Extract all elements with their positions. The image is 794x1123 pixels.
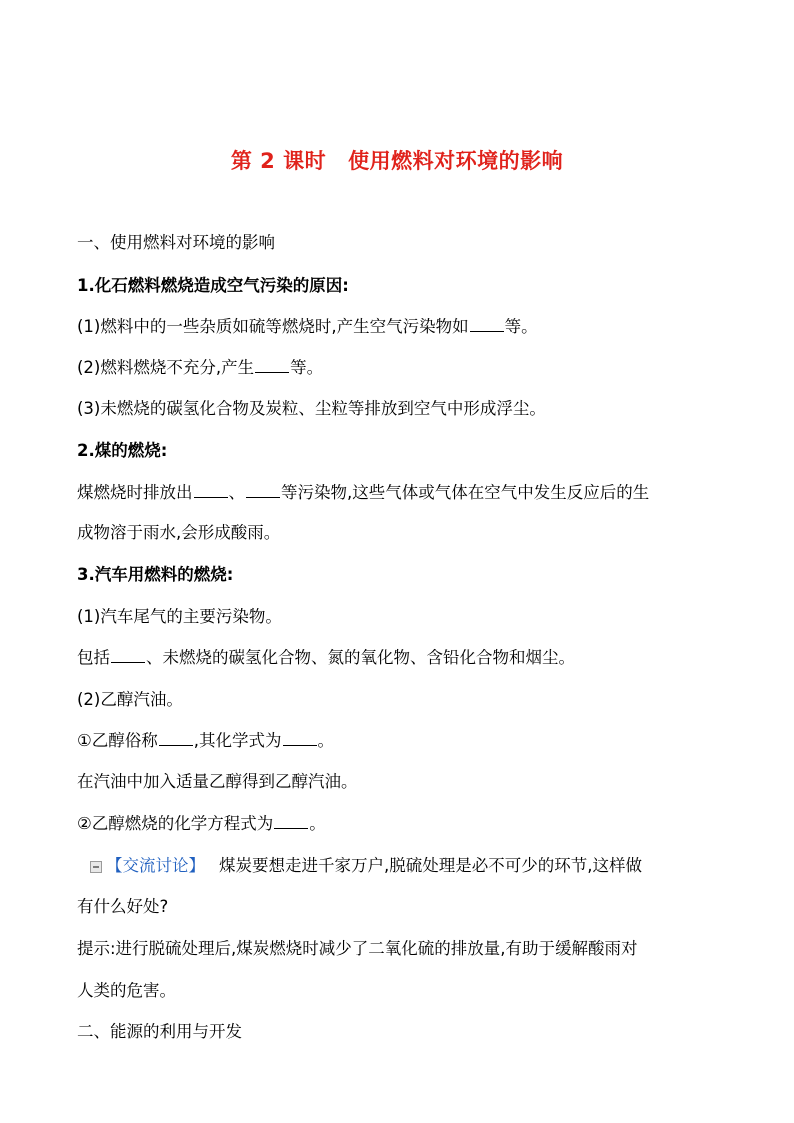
answer-blank[interactable]: [255, 358, 289, 373]
discussion-question-line1: 【交流讨论】 煤炭要想走进千家万户,脱硫处理是必不可少的环节,这样做: [90, 855, 740, 877]
discussion-hint-line1: 提示:进行脱硫处理后,煤炭燃烧时减少了二氧化硫的排放量,有助于缓解酸雨对: [77, 939, 638, 958]
title-lesson: 第 2 课时: [230, 149, 327, 173]
answer-blank[interactable]: [159, 731, 193, 746]
answer-blank[interactable]: [283, 731, 317, 746]
answer-blank[interactable]: [246, 483, 280, 498]
item2-text-line1: 煤燃烧时排放出 、 等污染物,这些气体或气体在空气中发生反应后的生: [77, 483, 650, 502]
answer-blank[interactable]: [470, 317, 504, 332]
item3-heading: 3.汽车用燃料的燃烧:: [77, 565, 234, 584]
discussion-icon: [90, 861, 102, 873]
item3-sub1: (1)汽车尾气的主要污染物。: [77, 607, 282, 626]
discussion-tag: 【交流讨论】: [106, 856, 205, 875]
answer-blank[interactable]: [274, 814, 308, 829]
item1-sub3: (3)未燃烧的碳氢化合物及炭粒、尘粒等排放到空气中形成浮尘。: [77, 399, 546, 418]
item2-text-line2: 成物溶于雨水,会形成酸雨。: [77, 523, 281, 542]
item1-sub1: (1)燃料中的一些杂质如硫等燃烧时,产生空气污染物如 等。: [77, 317, 538, 336]
discussion-question-line2: 有什么好处?: [77, 897, 169, 916]
item3-c1: ①乙醇俗称 ,其化学式为 。: [77, 731, 335, 750]
item3-sub2: (2)乙醇汽油。: [77, 690, 183, 709]
section1-heading: 一、使用燃料对环境的影响: [77, 233, 275, 252]
item3-c1-text: 在汽油中加入适量乙醇得到乙醇汽油。: [77, 772, 358, 791]
title-topic: 使用燃料对环境的影响: [348, 149, 564, 173]
item1-heading: 1.化石燃料燃烧造成空气污染的原因:: [77, 276, 349, 295]
item3-sub1-text: 包括 、未燃烧的碳氢化合物、氮的氧化物、含铅化合物和烟尘。: [77, 648, 575, 667]
answer-blank[interactable]: [111, 648, 145, 663]
item2-heading: 2.煤的燃烧:: [77, 441, 168, 460]
item3-c2: ②乙醇燃烧的化学方程式为 。: [77, 814, 326, 833]
section2-heading: 二、能源的利用与开发: [77, 1022, 242, 1041]
discussion-hint-line2: 人类的危害。: [77, 981, 176, 1000]
answer-blank[interactable]: [194, 483, 228, 498]
item1-sub2: (2)燃料燃烧不充分,产生 等。: [77, 358, 324, 377]
page-title: [0, 145, 794, 175]
